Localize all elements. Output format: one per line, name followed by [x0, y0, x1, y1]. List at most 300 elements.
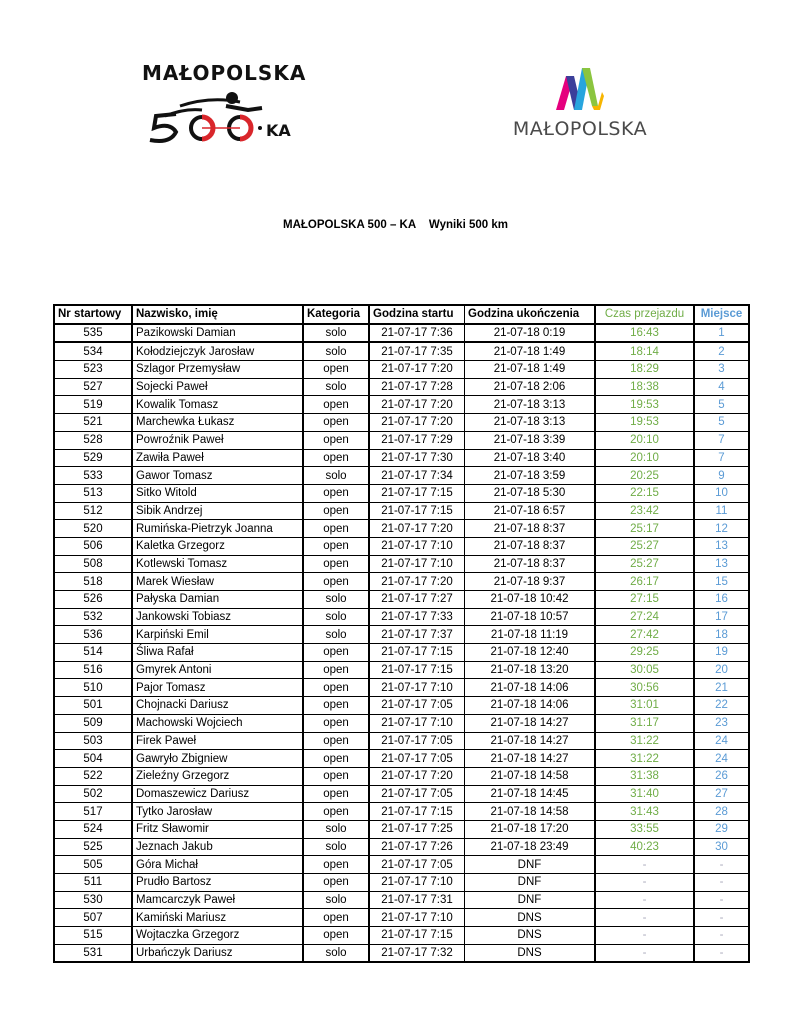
cell-start-number: 503 — [54, 732, 132, 750]
cell-ride-time: - — [595, 874, 694, 892]
cell-finish-time: DNS — [465, 927, 596, 945]
table-row — [54, 626, 749, 644]
cell-start-number: 536 — [54, 626, 132, 644]
cell-name: Jankowski Tobiasz — [132, 608, 303, 626]
cell-place: 19 — [694, 644, 749, 662]
cell-start-time: 21-07-17 7:05 — [369, 785, 465, 803]
cell-start-time: 21-07-17 7:20 — [369, 573, 465, 591]
cell-start-time: 21-07-17 7:15 — [369, 484, 465, 502]
cell-finish-time: 21-07-18 3:13 — [465, 396, 596, 414]
cell-start-time: 21-07-17 7:15 — [369, 803, 465, 821]
cell-category: open — [303, 431, 369, 449]
cell-start-time: 21-07-17 7:34 — [369, 467, 465, 485]
cell-category: open — [303, 803, 369, 821]
cell-start-number: 529 — [54, 449, 132, 467]
cell-ride-time: 27:42 — [595, 626, 694, 644]
cell-category: open — [303, 732, 369, 750]
cell-place: - — [694, 927, 749, 945]
cell-start-number: 533 — [54, 467, 132, 485]
cell-category: solo — [303, 342, 369, 360]
cell-name: Domaszewicz Dariusz — [132, 785, 303, 803]
table-row — [54, 891, 749, 909]
cell-start-number: 510 — [54, 679, 132, 697]
cell-name: Firek Paweł — [132, 732, 303, 750]
cell-place: - — [694, 874, 749, 892]
cell-finish-time: 21-07-18 23:49 — [465, 838, 596, 856]
logo-left-line1: MAŁOPOLSKA — [142, 61, 307, 85]
cell-finish-time: 21-07-18 3:40 — [465, 449, 596, 467]
cell-finish-time: 21-07-18 0:19 — [465, 324, 596, 343]
cell-start-time: 21-07-17 7:05 — [369, 750, 465, 768]
cell-ride-time: - — [595, 927, 694, 945]
cell-place: 9 — [694, 467, 749, 485]
cell-start-number: 511 — [54, 874, 132, 892]
cell-finish-time: 21-07-18 3:39 — [465, 431, 596, 449]
cell-category: open — [303, 909, 369, 927]
cell-category: open — [303, 414, 369, 432]
header-name: Nazwisko, imię — [132, 305, 303, 324]
cell-name: Chojnacki Dariusz — [132, 697, 303, 715]
cell-start-time: 21-07-17 7:31 — [369, 891, 465, 909]
document-title — [0, 219, 791, 231]
cell-start-time: 21-07-17 7:29 — [369, 431, 465, 449]
cell-place: - — [694, 856, 749, 874]
table-row — [54, 396, 749, 414]
table-row — [54, 927, 749, 945]
cell-start-number: 516 — [54, 661, 132, 679]
cell-start-number: 535 — [54, 324, 132, 343]
cell-start-number: 501 — [54, 697, 132, 715]
cell-place: 5 — [694, 396, 749, 414]
cell-name: Zawiła Paweł — [132, 449, 303, 467]
cell-category: solo — [303, 324, 369, 343]
cell-start-number: 524 — [54, 820, 132, 838]
cell-start-number: 532 — [54, 608, 132, 626]
cell-start-number: 517 — [54, 803, 132, 821]
cell-name: Śliwa Rafał — [132, 644, 303, 662]
table-row — [54, 591, 749, 609]
cell-start-time: 21-07-17 7:10 — [369, 679, 465, 697]
cell-start-time: 21-07-17 7:05 — [369, 856, 465, 874]
cell-category: open — [303, 502, 369, 520]
cell-name: Marchewka Łukasz — [132, 414, 303, 432]
cell-category: open — [303, 396, 369, 414]
cell-ride-time: 18:29 — [595, 361, 694, 379]
header-finish-time: Godzina ukończenia — [465, 305, 596, 324]
cell-start-time: 21-07-17 7:10 — [369, 714, 465, 732]
cell-ride-time: 19:53 — [595, 414, 694, 432]
cell-start-time: 21-07-17 7:26 — [369, 838, 465, 856]
cell-ride-time: 19:53 — [595, 396, 694, 414]
cell-place: 13 — [694, 555, 749, 573]
cell-start-number: 520 — [54, 520, 132, 538]
cell-finish-time: 21-07-18 1:49 — [465, 361, 596, 379]
cell-ride-time: - — [595, 909, 694, 927]
cell-ride-time: 20:10 — [595, 431, 694, 449]
table-row — [54, 324, 749, 343]
cell-start-time: 21-07-17 7:28 — [369, 378, 465, 396]
cell-start-number: 525 — [54, 838, 132, 856]
cell-start-time: 21-07-17 7:10 — [369, 555, 465, 573]
cell-category: open — [303, 520, 369, 538]
cell-name: Sibik Andrzej — [132, 502, 303, 520]
cell-ride-time: - — [595, 891, 694, 909]
cell-ride-time: 31:17 — [595, 714, 694, 732]
cell-ride-time: 30:56 — [595, 679, 694, 697]
cell-ride-time: 30:05 — [595, 661, 694, 679]
cell-ride-time: 16:43 — [595, 324, 694, 343]
cell-start-time: 21-07-17 7:30 — [369, 449, 465, 467]
cell-finish-time: 21-07-18 14:45 — [465, 785, 596, 803]
cell-place: 7 — [694, 431, 749, 449]
cell-place: 20 — [694, 661, 749, 679]
cell-category: open — [303, 750, 369, 768]
cell-ride-time: 27:24 — [595, 608, 694, 626]
cell-finish-time: 21-07-18 17:20 — [465, 820, 596, 838]
cell-name: Jeznach Jakub — [132, 838, 303, 856]
cell-category: open — [303, 661, 369, 679]
table-row — [54, 838, 749, 856]
table-row — [54, 909, 749, 927]
cell-category: open — [303, 856, 369, 874]
cell-start-time: 21-07-17 7:20 — [369, 414, 465, 432]
cell-category: open — [303, 537, 369, 555]
cell-category: open — [303, 361, 369, 379]
cell-category: solo — [303, 591, 369, 609]
cell-place: 23 — [694, 714, 749, 732]
cell-finish-time: 21-07-18 13:20 — [465, 661, 596, 679]
table-row — [54, 820, 749, 838]
cell-start-time: 21-07-17 7:36 — [369, 324, 465, 343]
cell-start-number: 507 — [54, 909, 132, 927]
table-row — [54, 767, 749, 785]
table-row — [54, 484, 749, 502]
cell-finish-time: 21-07-18 8:37 — [465, 537, 596, 555]
cell-ride-time: 25:27 — [595, 537, 694, 555]
cell-ride-time: - — [595, 944, 694, 962]
table-row — [54, 661, 749, 679]
cell-finish-time: 21-07-18 14:06 — [465, 679, 596, 697]
cell-finish-time: 21-07-18 8:37 — [465, 520, 596, 538]
title-main: MAŁOPOLSKA 500 – KA — [283, 219, 416, 231]
cell-finish-time: 21-07-18 2:06 — [465, 378, 596, 396]
cell-start-time: 21-07-17 7:15 — [369, 927, 465, 945]
cell-ride-time: 18:38 — [595, 378, 694, 396]
cell-start-number: 526 — [54, 591, 132, 609]
cell-finish-time: 21-07-18 14:27 — [465, 750, 596, 768]
cell-category: open — [303, 714, 369, 732]
cell-start-number: 515 — [54, 927, 132, 945]
cell-start-time: 21-07-17 7:25 — [369, 820, 465, 838]
cell-start-number: 518 — [54, 573, 132, 591]
table-row — [54, 361, 749, 379]
malopolska-500ka-logo — [140, 58, 310, 148]
cell-name: Gawor Tomasz — [132, 467, 303, 485]
cell-start-number: 523 — [54, 361, 132, 379]
title-sub: Wyniki 500 km — [428, 219, 508, 231]
cell-start-time: 21-07-17 7:20 — [369, 520, 465, 538]
cell-place: 7 — [694, 449, 749, 467]
cell-finish-time: DNF — [465, 874, 596, 892]
cell-place: 4 — [694, 378, 749, 396]
cell-name: Kamiński Mariusz — [132, 909, 303, 927]
cell-place: - — [694, 891, 749, 909]
header-ride-time: Czas przejazdu — [595, 305, 694, 324]
cell-place: 29 — [694, 820, 749, 838]
cell-place: 26 — [694, 767, 749, 785]
table-row — [54, 856, 749, 874]
cell-place: 12 — [694, 520, 749, 538]
cell-category: solo — [303, 838, 369, 856]
cell-start-number: 505 — [54, 856, 132, 874]
cell-start-time: 21-07-17 7:20 — [369, 396, 465, 414]
cell-category: open — [303, 644, 369, 662]
cell-category: solo — [303, 820, 369, 838]
cell-name: Pajor Tomasz — [132, 679, 303, 697]
cell-finish-time: 21-07-18 3:13 — [465, 414, 596, 432]
cell-name: Rumińska-Pietrzyk Joanna — [132, 520, 303, 538]
table-row — [54, 449, 749, 467]
cell-start-time: 21-07-17 7:35 — [369, 342, 465, 360]
svg-text:KA: KA — [266, 121, 291, 140]
cell-name: Urbańczyk Dariusz — [132, 944, 303, 962]
table-row — [54, 644, 749, 662]
header-start-number: Nr startowy — [54, 305, 132, 324]
cell-category: open — [303, 767, 369, 785]
cell-place: 1 — [694, 324, 749, 343]
table-row — [54, 750, 749, 768]
cell-start-time: 21-07-17 7:20 — [369, 361, 465, 379]
cell-finish-time: DNS — [465, 909, 596, 927]
cell-place: 2 — [694, 342, 749, 360]
cell-ride-time: 22:15 — [595, 484, 694, 502]
cell-start-number: 506 — [54, 537, 132, 555]
cell-place: 30 — [694, 838, 749, 856]
cell-start-number: 512 — [54, 502, 132, 520]
cell-start-number: 508 — [54, 555, 132, 573]
table-row — [54, 714, 749, 732]
cell-category: solo — [303, 626, 369, 644]
cell-place: 18 — [694, 626, 749, 644]
cell-ride-time: 33:55 — [595, 820, 694, 838]
cell-ride-time: 31:22 — [595, 750, 694, 768]
cell-finish-time: DNF — [465, 891, 596, 909]
cell-name: Pazikowski Damian — [132, 324, 303, 343]
table-row — [54, 342, 749, 360]
cell-name: Kowalik Tomasz — [132, 396, 303, 414]
malopolska-m-mark-icon — [552, 66, 604, 110]
cell-place: 17 — [694, 608, 749, 626]
cell-ride-time: 23:42 — [595, 502, 694, 520]
cell-place: 27 — [694, 785, 749, 803]
cell-name: Wojtaczka Grzegorz — [132, 927, 303, 945]
cell-name: Karpiński Emil — [132, 626, 303, 644]
cell-ride-time: 26:17 — [595, 573, 694, 591]
cell-start-number: 513 — [54, 484, 132, 502]
table-header-row — [54, 305, 749, 324]
cell-category: solo — [303, 891, 369, 909]
header-category: Kategoria — [303, 305, 369, 324]
cell-start-number: 530 — [54, 891, 132, 909]
cell-ride-time: - — [595, 856, 694, 874]
cell-start-time: 21-07-17 7:37 — [369, 626, 465, 644]
cell-name: Fritz Sławomir — [132, 820, 303, 838]
cell-finish-time: 21-07-18 14:58 — [465, 803, 596, 821]
cell-place: 10 — [694, 484, 749, 502]
cell-start-number: 504 — [54, 750, 132, 768]
cell-start-number: 514 — [54, 644, 132, 662]
cell-start-time: 21-07-17 7:10 — [369, 909, 465, 927]
cell-place: - — [694, 909, 749, 927]
cell-name: Kotlewski Tomasz — [132, 555, 303, 573]
cell-start-number: 519 — [54, 396, 132, 414]
cell-category: open — [303, 484, 369, 502]
cell-category: open — [303, 449, 369, 467]
cell-ride-time: 31:43 — [595, 803, 694, 821]
cell-name: Sitko Witold — [132, 484, 303, 502]
header-place: Miejsce — [694, 305, 749, 324]
table-row — [54, 608, 749, 626]
malopolska-region-logo — [500, 66, 660, 142]
cell-place: 5 — [694, 414, 749, 432]
table-row — [54, 874, 749, 892]
cell-category: open — [303, 785, 369, 803]
cell-place: 24 — [694, 732, 749, 750]
cell-place: 13 — [694, 537, 749, 555]
cell-start-number: 502 — [54, 785, 132, 803]
cell-finish-time: 21-07-18 1:49 — [465, 342, 596, 360]
cell-start-time: 21-07-17 7:33 — [369, 608, 465, 626]
cell-ride-time: 27:15 — [595, 591, 694, 609]
cell-start-time: 21-07-17 7:27 — [369, 591, 465, 609]
cell-start-time: 21-07-17 7:15 — [369, 502, 465, 520]
cell-name: Pałyska Damian — [132, 591, 303, 609]
table-row — [54, 679, 749, 697]
cell-category: solo — [303, 378, 369, 396]
cell-name: Tytko Jarosław — [132, 803, 303, 821]
cell-finish-time: 21-07-18 10:57 — [465, 608, 596, 626]
cell-place: 22 — [694, 697, 749, 715]
cell-name: Gawryło Zbigniew — [132, 750, 303, 768]
table-row — [54, 944, 749, 962]
table-row — [54, 502, 749, 520]
table-row — [54, 555, 749, 573]
cell-finish-time: 21-07-18 12:40 — [465, 644, 596, 662]
cell-place: 3 — [694, 361, 749, 379]
cell-start-number: 509 — [54, 714, 132, 732]
cell-start-number: 527 — [54, 378, 132, 396]
cell-ride-time: 31:01 — [595, 697, 694, 715]
cell-start-number: 521 — [54, 414, 132, 432]
cell-ride-time: 25:17 — [595, 520, 694, 538]
cell-start-number: 528 — [54, 431, 132, 449]
cell-start-time: 21-07-17 7:15 — [369, 661, 465, 679]
cell-place: 24 — [694, 750, 749, 768]
cell-name: Machowski Wojciech — [132, 714, 303, 732]
cell-ride-time: 31:40 — [595, 785, 694, 803]
cell-category: open — [303, 679, 369, 697]
cell-finish-time: 21-07-18 14:27 — [465, 714, 596, 732]
cell-name: Mamcarczyk Paweł — [132, 891, 303, 909]
cell-name: Gmyrek Antoni — [132, 661, 303, 679]
cell-name: Sojecki Paweł — [132, 378, 303, 396]
cell-category: solo — [303, 944, 369, 962]
table-row — [54, 520, 749, 538]
cell-start-time: 21-07-17 7:05 — [369, 732, 465, 750]
cell-finish-time: 21-07-18 14:58 — [465, 767, 596, 785]
table-row — [54, 697, 749, 715]
cell-name: Prudło Bartosz — [132, 874, 303, 892]
cell-category: solo — [303, 467, 369, 485]
cell-category: open — [303, 555, 369, 573]
cell-finish-time: 21-07-18 3:59 — [465, 467, 596, 485]
cell-finish-time: 21-07-18 11:19 — [465, 626, 596, 644]
cell-place: - — [694, 944, 749, 962]
cell-ride-time: 20:10 — [595, 449, 694, 467]
table-row — [54, 414, 749, 432]
cell-place: 21 — [694, 679, 749, 697]
cell-finish-time: 21-07-18 9:37 — [465, 573, 596, 591]
table-row — [54, 732, 749, 750]
logo-right-wordmark: MAŁOPOLSKA — [512, 118, 648, 140]
cell-category: solo — [303, 608, 369, 626]
cell-category: open — [303, 927, 369, 945]
cell-category: open — [303, 697, 369, 715]
cell-finish-time: DNS — [465, 944, 596, 962]
table-row — [54, 573, 749, 591]
table-row — [54, 785, 749, 803]
table-row — [54, 467, 749, 485]
cell-start-number: 522 — [54, 767, 132, 785]
cell-name: Kołodziejczyk Jarosław — [132, 342, 303, 360]
cell-name: Marek Wiesław — [132, 573, 303, 591]
cell-name: Zieleźny Grzegorz — [132, 767, 303, 785]
cell-ride-time: 31:38 — [595, 767, 694, 785]
cell-start-time: 21-07-17 7:10 — [369, 874, 465, 892]
cell-finish-time: 21-07-18 5:30 — [465, 484, 596, 502]
cell-name: Góra Michał — [132, 856, 303, 874]
cell-name: Szlagor Przemysław — [132, 361, 303, 379]
cell-ride-time: 31:22 — [595, 732, 694, 750]
cell-finish-time: 21-07-18 10:42 — [465, 591, 596, 609]
table-row — [54, 537, 749, 555]
cell-place: 15 — [694, 573, 749, 591]
cell-place: 16 — [694, 591, 749, 609]
cell-start-time: 21-07-17 7:32 — [369, 944, 465, 962]
cell-name: Powroźnik Paweł — [132, 431, 303, 449]
table-row — [54, 378, 749, 396]
cell-start-time: 21-07-17 7:20 — [369, 767, 465, 785]
cell-finish-time: DNF — [465, 856, 596, 874]
cell-start-time: 21-07-17 7:05 — [369, 697, 465, 715]
cell-finish-time: 21-07-18 14:27 — [465, 732, 596, 750]
table-row — [54, 803, 749, 821]
table-row — [54, 431, 749, 449]
cell-start-number: 534 — [54, 342, 132, 360]
header-start-time: Godzina startu — [369, 305, 465, 324]
cell-finish-time: 21-07-18 8:37 — [465, 555, 596, 573]
cell-ride-time: 20:25 — [595, 467, 694, 485]
cell-place: 11 — [694, 502, 749, 520]
cell-place: 28 — [694, 803, 749, 821]
cell-ride-time: 29:25 — [595, 644, 694, 662]
cell-finish-time: 21-07-18 6:57 — [465, 502, 596, 520]
cell-category: open — [303, 874, 369, 892]
cell-start-number: 531 — [54, 944, 132, 962]
cell-ride-time: 25:27 — [595, 555, 694, 573]
cyclist-icon — [140, 58, 310, 148]
cell-start-time: 21-07-17 7:10 — [369, 537, 465, 555]
